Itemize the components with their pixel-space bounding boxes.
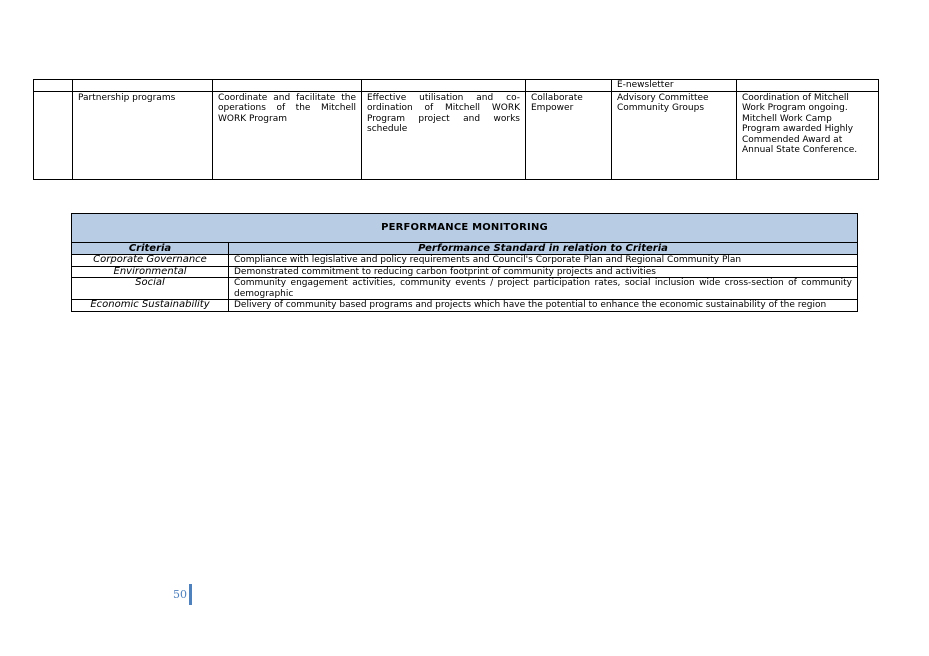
outcome-cell: Effective utilisation and co-ordination of Mitchell WORK Program project and works schedule [362, 91, 526, 179]
table-header-row [72, 243, 858, 255]
table-cell [213, 80, 362, 92]
criteria-cell: Economic Sustainability [72, 300, 229, 312]
standard-cell: Community engagement activities, community events / project participation rates, social inclusion wide cross-section of community demographic [229, 278, 858, 300]
table-row [34, 91, 879, 179]
role-line: Empower [531, 103, 574, 113]
partner-line: Advisory Committee [617, 92, 709, 103]
table-cell-e-newsletter: E-newsletter [612, 80, 737, 92]
status-line: Program awarded Highly [742, 124, 854, 134]
standard-cell: Compliance with legislative and policy requirements and Council's Corporate Plan and Regional Community Plan [229, 255, 858, 267]
partner-line: Community Groups [617, 103, 705, 113]
criteria-column-header: Criteria [72, 243, 229, 255]
page-number: 50 [173, 588, 187, 601]
table-cell-empty [34, 91, 73, 179]
criteria-cell: Social [72, 278, 229, 300]
performance-monitoring-title: PERFORMANCE MONITORING [72, 214, 858, 243]
table-cell [34, 80, 73, 92]
table-cell [526, 80, 612, 92]
standard-column-header: Performance Standard in relation to Criteria [229, 243, 858, 255]
table-title-row [72, 214, 858, 243]
role-line: Collaborate [531, 92, 583, 103]
criteria-cell: Corporate Governance [72, 255, 229, 267]
action-cell: Coordinate and facilitate the operations of the Mitchell WORK Program [213, 91, 362, 179]
program-name-cell: Partnership programs [73, 91, 213, 179]
status-line: Mitchell Work Camp [742, 113, 832, 124]
status-line: Commended Award at [742, 134, 843, 145]
status-line: Coordination of Mitchell [742, 92, 849, 103]
table-cell [73, 80, 213, 92]
table-row [72, 255, 858, 267]
status-cell [737, 91, 879, 179]
criteria-cell: Environmental [72, 266, 229, 278]
standard-cell: Delivery of community based programs and projects which have the potential to enhance the economic sustainability of the region [229, 300, 858, 312]
table-cell [362, 80, 526, 92]
table-row [34, 80, 879, 92]
table-cell [737, 80, 879, 92]
table-row [72, 278, 858, 300]
status-line: Work Program ongoing. [742, 103, 848, 113]
performance-monitoring-table [71, 213, 858, 312]
role-cell [526, 91, 612, 179]
status-line: Annual State Conference. [742, 145, 858, 155]
program-plan-table [33, 79, 879, 180]
partners-cell [612, 91, 737, 179]
table-row [72, 300, 858, 312]
page-number-accent-bar [189, 584, 192, 605]
table-row [72, 266, 858, 278]
standard-cell: Demonstrated commitment to reducing carbon footprint of community projects and activities [229, 266, 858, 278]
